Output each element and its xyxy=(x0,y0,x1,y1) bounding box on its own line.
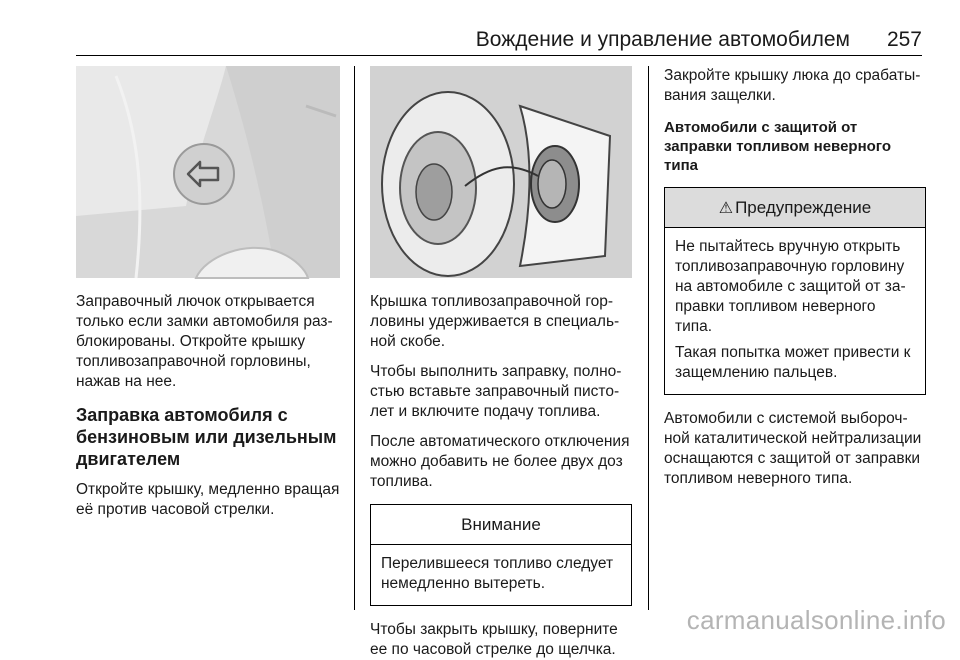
header-rule xyxy=(76,55,922,56)
warning-title: Предупреждение xyxy=(735,198,872,217)
fuel-cap-illustration xyxy=(370,66,632,278)
warning-text: Такая попытка может привести к защемлению пальцев. xyxy=(675,344,911,381)
section-heading: Заправка автомобиля с бензиновым или дизельным двигателем xyxy=(76,405,337,469)
warning-triangle-icon: ⚠ xyxy=(718,200,734,217)
fuel-cap-drawing xyxy=(370,66,632,278)
page-number: 257 xyxy=(886,28,922,51)
paragraph: После автоматического отключения можно добавить не более двух доз топлива. xyxy=(370,433,630,490)
column-2 xyxy=(370,66,632,660)
page-title: Вождение и управление автомобилем xyxy=(475,28,850,51)
column-divider-2 xyxy=(648,66,649,610)
warning-text: Не пытайтесь вручную открыть топливозаправочную горловину на автомобиле с защитой от заправки топливом неверного типа. xyxy=(675,238,906,335)
paragraph: Чтобы закрыть крышку, поверните ее по часовой стрелке до щелчка. xyxy=(370,621,618,658)
notice-text: Перелившееся топливо следует немедленно вытереть. xyxy=(381,555,614,592)
paragraph: Чтобы выполнить заправку, полностью вставьте заправочный пистолет и включите подачу топлива. xyxy=(370,363,622,420)
section-heading: Автомобили с защитой от заправки топливом неверного типа xyxy=(664,119,892,174)
paragraph: Заправочный лючок открывается только если замки автомобиля разблокированы. Откройте крышку топливозаправочной горловины, нажав на нее. xyxy=(76,293,333,390)
notice-box xyxy=(370,504,632,606)
paragraph: Крышка топливозаправочной горловины удерживается в специальной скобе. xyxy=(370,293,620,350)
fuel-flap-illustration xyxy=(76,66,340,278)
column-1 xyxy=(76,66,340,520)
fuel-flap-drawing xyxy=(76,66,340,278)
warning-box xyxy=(664,187,926,395)
warning-header xyxy=(665,188,925,228)
column-3 xyxy=(664,66,926,489)
paragraph: Закройте крышку люка до срабатывания защелки. xyxy=(664,67,921,104)
paragraph: Откройте крышку, медленно вращая её против часовой стрелки. xyxy=(76,481,340,518)
notice-title: Внимание xyxy=(371,505,631,545)
watermark: carmanualsonline.info xyxy=(686,605,946,635)
paragraph: Автомобили с системой выборочной каталитической нейтрализации оснащаются с защитой от заправки топливом неверного типа. xyxy=(664,410,922,487)
page-header xyxy=(0,0,960,56)
column-divider-1 xyxy=(354,66,355,610)
